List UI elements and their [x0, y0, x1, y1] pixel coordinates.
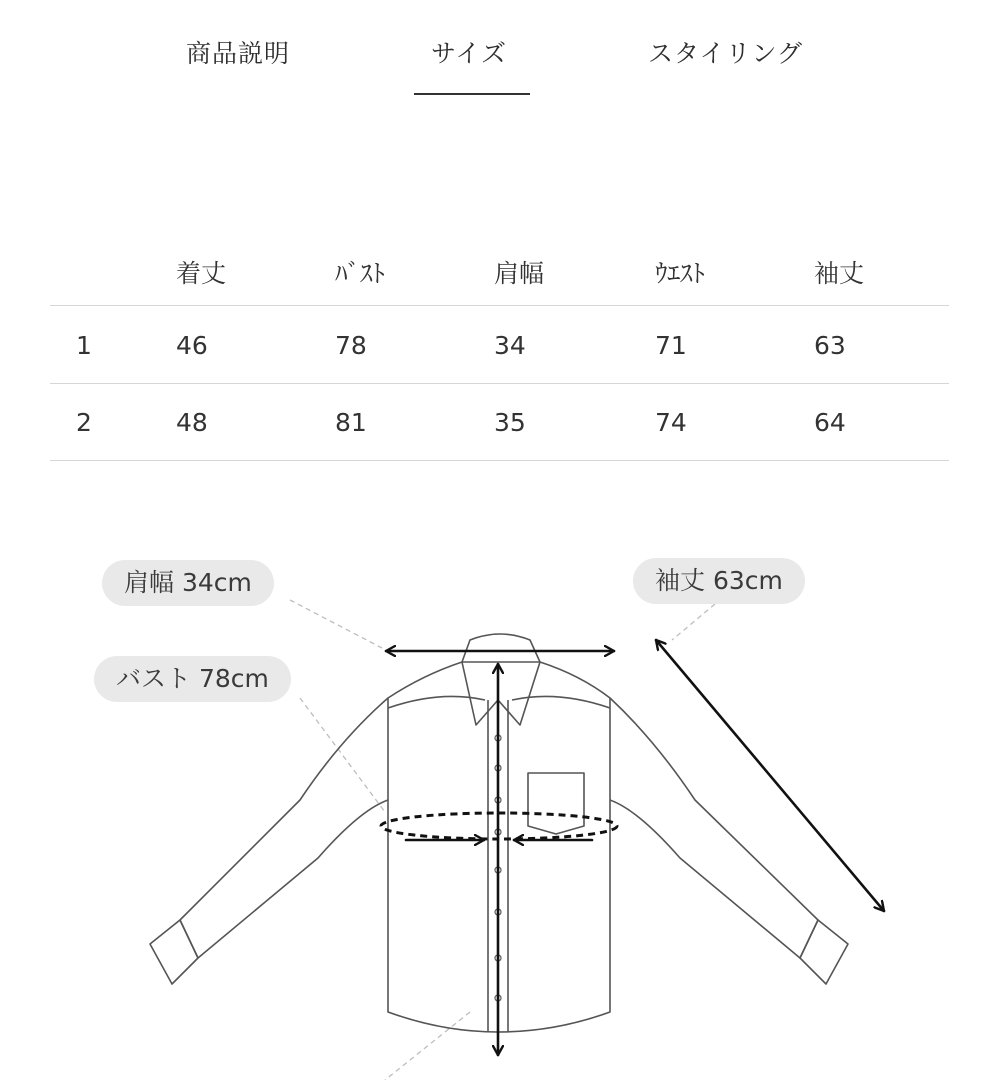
table-cell: 78: [335, 331, 367, 360]
sleeve-arrow: [656, 640, 884, 911]
table-cell: 63: [814, 331, 846, 360]
shoulder-measure-label: 肩幅 34cm: [102, 560, 274, 606]
table-cell: 34: [494, 331, 526, 360]
tab-size[interactable]: サイズ: [431, 39, 508, 68]
header-waist: ｳｴｽﾄ: [655, 259, 706, 288]
table-cell: 35: [494, 408, 526, 437]
measurement-arrows: [386, 640, 884, 1055]
table-cell: 64: [814, 408, 846, 437]
row-size-label: 1: [76, 331, 92, 360]
table-cell: 48: [176, 408, 208, 437]
header-sleeve: 袖丈: [814, 259, 865, 288]
table-cell: 74: [655, 408, 687, 437]
header-bust: ﾊﾞｽﾄ: [335, 259, 386, 288]
sleeve-measure-label: 袖丈 63cm: [633, 558, 805, 604]
table-cell: 46: [176, 331, 208, 360]
header-shoulder: 肩幅: [494, 259, 545, 288]
row-size-label: 2: [76, 408, 92, 437]
bust-measure-label: バスト 78cm: [94, 656, 291, 702]
tab-description[interactable]: 商品説明: [186, 39, 291, 68]
table-cell: 71: [655, 331, 687, 360]
leader-lines: [290, 600, 715, 1080]
table-cell: 81: [335, 408, 367, 437]
tab-styling[interactable]: スタイリング: [648, 39, 804, 68]
header-length: 着丈: [176, 259, 227, 288]
